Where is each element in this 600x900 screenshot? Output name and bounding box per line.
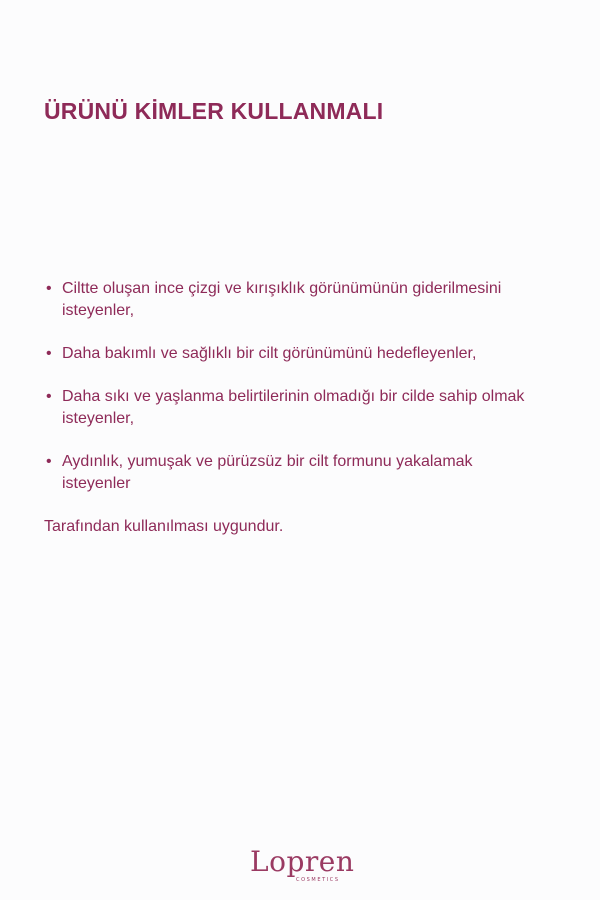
list-item <box>46 451 546 495</box>
list-item-text: Daha sıkı ve yaşlanma belirtilerinin olmadığı bir cilde sahip olmak isteyenler, <box>62 388 525 427</box>
list-item <box>46 343 546 365</box>
list-item-text: Daha bakımlı ve sağlıklı bir cilt görünümünü hedefleyenler, <box>62 345 477 362</box>
bullet-icon: • <box>46 280 52 297</box>
list-item <box>46 386 546 430</box>
list-item-text: Ciltte oluşan ince çizgi ve kırışıklık görünümünün giderilmesini isteyenler, <box>62 280 502 319</box>
list-item-text: Aydınlık, yumuşak ve pürüzsüz bir cilt formunu yakalamak isteyenler <box>62 453 473 492</box>
page-title: ÜRÜNÜ KİMLER KULLANMALI <box>44 98 384 124</box>
bullet-icon: • <box>46 388 52 405</box>
brand-logo-wordmark: Lopren <box>250 845 355 878</box>
brand-logo-subtitle: COSMETICS <box>296 877 340 883</box>
bullet-icon: • <box>46 453 52 470</box>
brand-logo <box>250 846 360 888</box>
bullet-icon: • <box>46 345 52 362</box>
conclusion-text: Tarafından kullanılması uygundur. <box>44 518 284 535</box>
list-item <box>46 278 546 322</box>
target-user-list <box>46 278 546 516</box>
